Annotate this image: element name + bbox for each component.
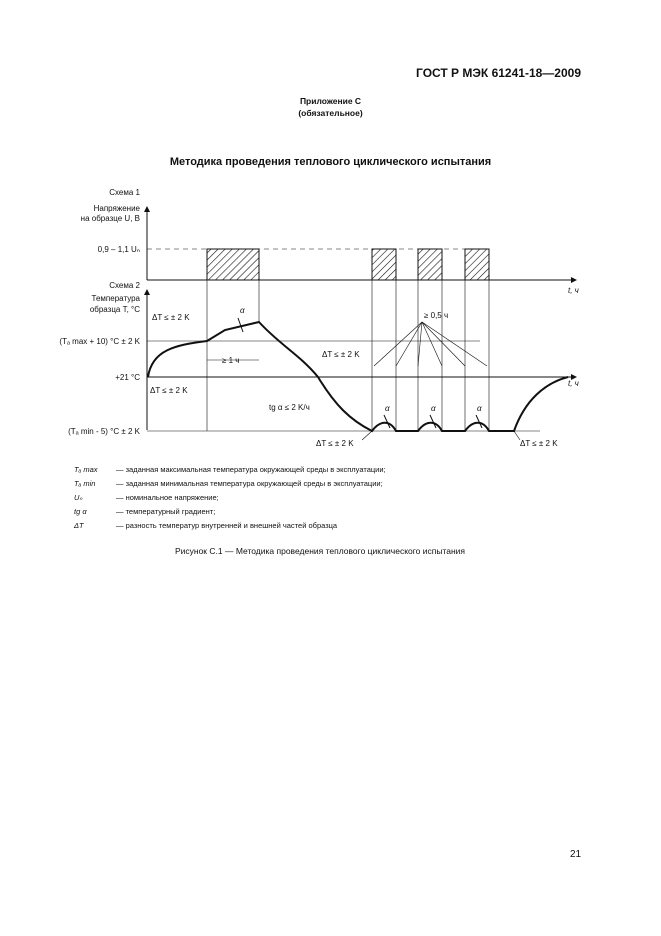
voltage-pulse [465, 249, 489, 280]
annotation-one-hour: ≥ 1 ч [222, 356, 240, 365]
scheme2-t-label: t, ч [568, 379, 579, 388]
annotation-dt-bottom: ΔT ≤ ± 2 K [520, 439, 558, 448]
annotation-alpha: α [385, 404, 390, 413]
level-low-label: (Tₐ min - 5) °C ± 2 K [68, 427, 140, 436]
legend-symbol: Tₐ max [74, 465, 98, 474]
voltage-level-label: 0,9 – 1,1 Uₙ [97, 245, 140, 254]
level-mid-label: +21 °C [115, 373, 140, 382]
annotation-alpha: α [477, 404, 482, 413]
annotation-dt1: ΔT ≤ ± 2 K [152, 313, 190, 322]
scheme2-label: Схема 2 [109, 281, 140, 290]
legend-row [74, 463, 386, 477]
legend-description: — температурный градиент; [116, 507, 216, 516]
voltage-pulse [418, 249, 442, 280]
alpha-mark [384, 415, 390, 428]
annotation-tg: tg α ≤ 2 K/ч [269, 403, 310, 412]
legend-description: — заданная максимальная температура окружающей среды в эксплуатации; [116, 465, 386, 474]
scheme2-ylabel: Температура [91, 294, 140, 303]
alpha-mark [476, 415, 482, 428]
appendix-status: (обязательное) [298, 108, 363, 118]
legend-row [74, 491, 219, 505]
annotation-dt-bottom: ΔT ≤ ± 2 K [316, 439, 354, 448]
annotation-alpha: α [240, 306, 245, 315]
scheme1-ylabel: Напряжение [93, 204, 140, 213]
legend-symbol: ΔT [74, 521, 84, 530]
legend-symbol: tg α [74, 507, 87, 516]
legend-symbol: Uₙ [74, 493, 83, 502]
annotation-alpha: α [431, 404, 436, 413]
voltage-pulse [207, 249, 259, 280]
legend-symbol: Tₐ min [74, 479, 96, 488]
appendix-title: Приложение С [299, 96, 362, 106]
document-code: ГОСТ Р МЭК 61241-18—2009 [416, 66, 581, 80]
section-title: Методика проведения теплового циклического испытания [169, 156, 492, 168]
page-number: 21 [570, 849, 582, 860]
annotation-dt2: ΔT ≤ ± 2 K [322, 350, 360, 359]
annotation-dt-left: ΔT ≤ ± 2 K [150, 386, 188, 395]
legend-row [74, 519, 337, 533]
annotation-half-hour: ≥ 0,5 ч [424, 311, 449, 320]
legend-row [74, 505, 215, 519]
level-high-label: (Tₐ max + 10) °C ± 2 K [59, 337, 140, 346]
alpha-mark [430, 415, 436, 428]
thermal-cycle-diagram [0, 180, 661, 460]
figure-caption: Рисунок С.1 — Методика проведения теплового циклического испытания [174, 546, 466, 556]
scheme2-ylabel: образца T, °C [89, 305, 140, 314]
scheme1-ylabel: на образце U, В [80, 214, 140, 223]
voltage-pulse [372, 249, 396, 280]
scheme1-t-label: t, ч [568, 286, 579, 295]
legend-description: — номинальное напряжение; [116, 493, 219, 502]
scheme1-label: Схема 1 [109, 188, 140, 197]
legend-description: — разность температур внутренней и внешней частей образца [116, 521, 338, 530]
legend-row [74, 477, 383, 491]
legend-description: — заданная минимальная температура окружающей среды в эксплуатации; [116, 479, 383, 488]
